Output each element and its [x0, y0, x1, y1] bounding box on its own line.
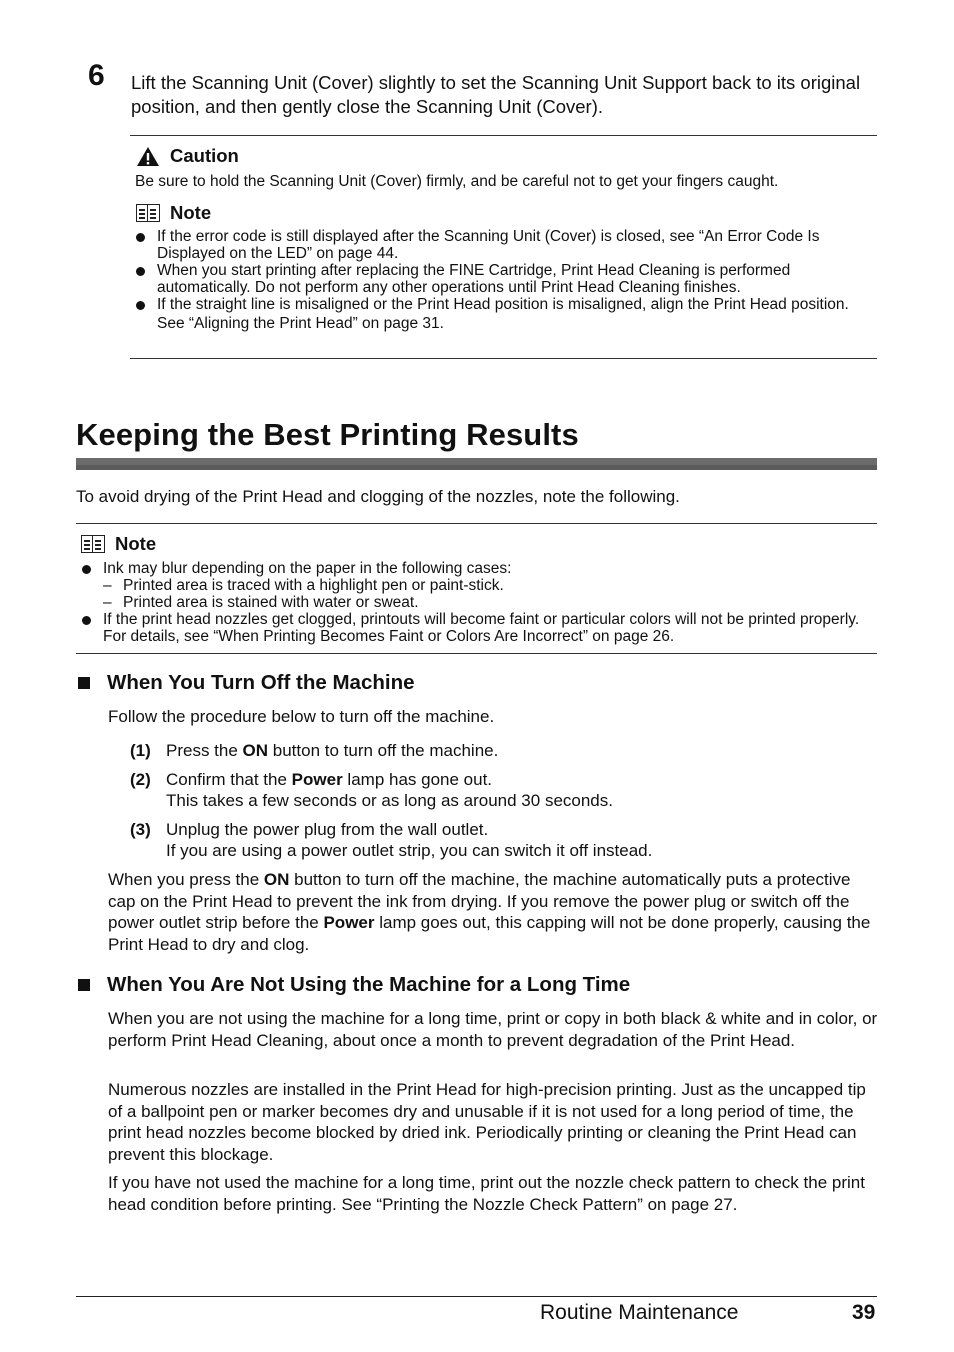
note-heading: [136, 202, 211, 224]
section-intro: To avoid drying of the Print Head and clogging of the nozzles, note the following.: [76, 487, 680, 506]
note-title: Note: [170, 202, 212, 223]
divider: [76, 653, 877, 654]
note-list: [135, 228, 875, 332]
step-num: (2): [130, 770, 151, 789]
procedure-step: [130, 740, 850, 761]
note-list: [81, 560, 875, 645]
subsection-title: When You Are Not Using the Machine for a Long Time: [107, 973, 631, 996]
caution-heading: [136, 145, 239, 167]
divider: [76, 523, 877, 524]
footer-rule: [76, 1296, 877, 1297]
section-title: Keeping the Best Printing Results: [76, 417, 579, 452]
note-item-text: Ink may blur depending on the paper in the following cases:: [103, 560, 512, 577]
section-title-rule: [76, 458, 877, 470]
step-body: Confirm that the Power lamp has gone out. This takes a few seconds or as long as around 30 seconds.: [166, 770, 613, 810]
square-bullet-icon: [78, 677, 90, 689]
divider: [130, 135, 877, 136]
explanation-paragraph: When you press the ON button to turn off the machine, the machine automatically puts a protective cap on the Print Head to prevent the ink from drying. If you remove the power plug or switch off the power outlet strip before the Power lamp goes out, this capping will not be done properly, causing the Print Head to dry and clog.: [108, 870, 871, 954]
paragraph: When you are not using the machine for a long time, print or copy in both black & white and in color, or perform Print Head Cleaning, about once a month to prevent degradation of the Print Head.: [108, 1009, 878, 1050]
footer-section-name: Routine Maintenance: [540, 1301, 739, 1324]
procedure-step: [130, 769, 850, 811]
step-body: Unplug the power plug from the wall outlet. If you are using a power outlet strip, you can switch it off instead.: [166, 820, 653, 860]
step-body: Press the ON button to turn off the machine.: [166, 741, 499, 760]
step-num: (1): [130, 741, 151, 760]
note-item-text: If the straight line is misaligned or the Print Head position is misaligned, align the Print Head position.: [157, 296, 849, 313]
note-item: If the print head nozzles get clogged, printouts will become faint or particular colors will not be printed properly. For details, see “When Printing Becomes Faint or Colors Are Incorrect” on page 26.: [81, 611, 875, 645]
subsection-title: When You Turn Off the Machine: [107, 671, 415, 694]
see-also-text: See “Aligning the Print Head” on page 31.: [157, 315, 444, 332]
caution-title: Caution: [170, 145, 239, 166]
note-item: [135, 296, 875, 332]
paragraph: Numerous nozzles are installed in the Print Head for high-precision printing. Just as the uncapped tip of a ballpoint pen or marker becomes dry and unusable if it is not used for a long period of time, the print head nozzles become blocked by dried ink. Periodically printing or cleaning the Print Head can prevent this blockage.: [108, 1080, 866, 1164]
note-item: [81, 560, 875, 611]
paragraph: If you have not used the machine for a long time, print out the nozzle check pattern to check the print head condition before printing. See “Printing the Nozzle Check Pattern” on page 27.: [108, 1173, 865, 1214]
note-item: When you start printing after replacing the FINE Cartridge, Print Head Cleaning is performed automatically. Do not perform any other operations until Print Head Cleaning finishes.: [135, 262, 875, 296]
note-title: Note: [115, 533, 157, 554]
note-subitem: – Printed area is traced with a highlight pen or paint-stick.: [103, 577, 875, 594]
note-icon: [136, 204, 160, 222]
subsection-intro: Follow the procedure below to turn off the machine.: [108, 707, 495, 726]
note-icon: [81, 535, 105, 553]
square-bullet-icon: [78, 979, 90, 991]
note-item: If the error code is still displayed after the Scanning Unit (Cover) is closed, see “An Error Code Is Displayed on the LED” on page 44.: [135, 228, 875, 262]
procedure-step: [130, 819, 850, 861]
step-num: (3): [130, 820, 151, 839]
warning-icon: [136, 146, 160, 167]
note-subitem: – Printed area is stained with water or sweat.: [103, 594, 875, 611]
subsection-heading: [78, 973, 630, 997]
note-heading: [81, 533, 156, 555]
step-text: Lift the Scanning Unit (Cover) slightly to set the Scanning Unit Support back to its original position, and then gently close the Scanning Unit (Cover).: [131, 72, 861, 117]
subsection-heading: [78, 671, 415, 695]
step-number: 6: [88, 59, 105, 92]
divider: [130, 358, 877, 359]
caution-text: Be sure to hold the Scanning Unit (Cover) firmly, and be careful not to get your fingers caught.: [135, 173, 779, 190]
page-number: 39: [852, 1301, 876, 1324]
